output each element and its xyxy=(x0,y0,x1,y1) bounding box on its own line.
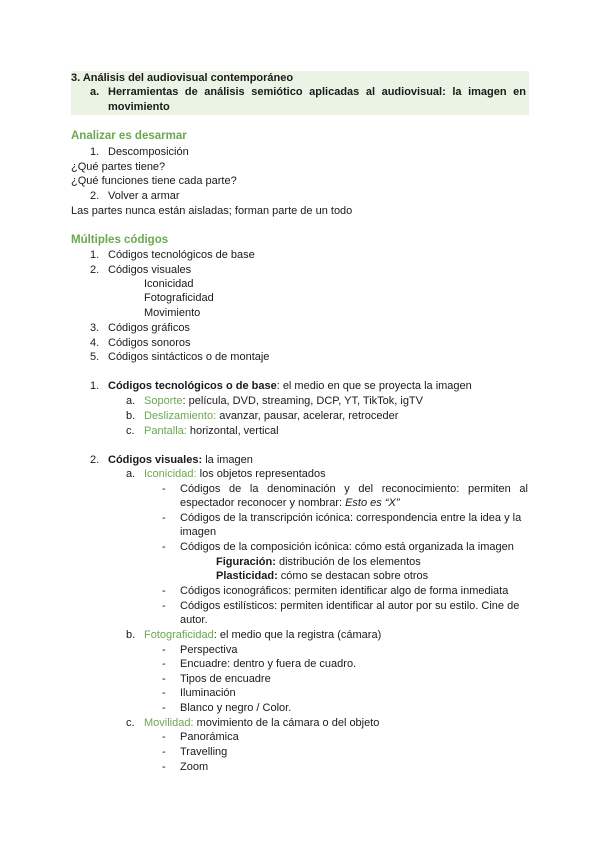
list-item: Códigos tecnológicos de base xyxy=(108,249,255,261)
question-parts: ¿Qué partes tiene? xyxy=(71,161,166,173)
subheading-marker: a. xyxy=(90,86,100,98)
tech-heading: Códigos tecnológicos o de base: el medio en que se proyecta la imagen xyxy=(108,380,472,392)
list-num: 2. xyxy=(90,454,100,466)
list-item: Códigos gráficos xyxy=(108,322,190,334)
list-marker: b. xyxy=(126,629,136,641)
dash-bullet: - xyxy=(162,673,166,685)
icon-item-composicion: Códigos de la composición icónica: cómo está organizada la imagen xyxy=(180,541,514,553)
foto-item: Perspectiva xyxy=(180,644,238,656)
list-marker: a. xyxy=(126,395,136,407)
icon-item-estilisticos-cont: autor. xyxy=(180,614,208,626)
icon-item-denominacion-cont: espectador reconocer y nombrar: Esto es “X” xyxy=(180,497,400,509)
note-text: Las partes nunca están aisladas; forman parte de un todo xyxy=(71,205,353,217)
list-marker: b. xyxy=(126,410,136,422)
section-heading: 3. Análisis del audiovisual contemporáneo xyxy=(71,71,529,85)
sub-item: Fotograficidad xyxy=(144,292,214,304)
dash-bullet: - xyxy=(162,761,166,773)
icon-item-iconograficos: Códigos iconográficos: permiten identificar algo de forma inmediata xyxy=(180,585,509,597)
subheading-line-2: movimiento xyxy=(108,101,170,113)
foto-item: Encuadre: dentro y fuera de cuadro. xyxy=(180,658,357,670)
visual-item-movilidad: Movilidad: movimiento de la cámara o del objeto xyxy=(144,717,380,729)
dash-bullet: - xyxy=(162,687,166,699)
section-title-analizar: Analizar es desarmar xyxy=(71,130,187,142)
plasticidad-line: Plasticidad: cómo se destacan sobre otros xyxy=(216,570,429,582)
dash-bullet: - xyxy=(162,541,166,553)
list-item: Códigos sonoros xyxy=(108,337,191,349)
question-functions: ¿Qué funciones tiene cada parte? xyxy=(71,175,237,187)
list-item-volver: Volver a armar xyxy=(108,190,180,202)
list-num: 3. xyxy=(90,322,100,334)
dash-bullet: - xyxy=(162,585,166,597)
list-item-descomposicion: Descomposición xyxy=(108,146,189,158)
section-title-codigos: Múltiples códigos xyxy=(71,234,169,246)
list-item: Códigos sintácticos o de montaje xyxy=(108,351,270,363)
list-num: 1. xyxy=(90,380,100,392)
subheading-line-1: Herramientas de análisis semiótico aplicadas al audiovisual: la imagen en xyxy=(108,86,526,98)
visual-item-iconicidad: Iconicidad: los objetos representados xyxy=(144,468,326,480)
list-num: 2. xyxy=(90,190,100,202)
figuracion-line: Figuración: distribución de los elementos xyxy=(216,556,421,568)
list-marker: c. xyxy=(126,425,135,437)
dash-bullet: - xyxy=(162,644,166,656)
list-marker: a. xyxy=(126,468,136,480)
dash-bullet: - xyxy=(162,731,166,743)
list-num: 5. xyxy=(90,351,100,363)
icon-item-denominacion: Códigos de la denominación y del reconocimiento: permiten al xyxy=(180,483,528,495)
tech-item-pantalla: Pantalla: horizontal, vertical xyxy=(144,425,279,437)
foto-item: Blanco y negro / Color. xyxy=(180,702,292,714)
dash-bullet: - xyxy=(162,600,166,612)
list-num: 4. xyxy=(90,337,100,349)
icon-item-transcripcion-cont: imagen xyxy=(180,526,217,538)
list-marker: c. xyxy=(126,717,135,729)
list-num: 1. xyxy=(90,146,100,158)
list-num: 2. xyxy=(90,264,100,276)
list-item: Códigos visuales xyxy=(108,264,192,276)
sub-item: Movimiento xyxy=(144,307,201,319)
icon-item-transcripcion: Códigos de la transcripción icónica: correspondencia entre la idea y la xyxy=(180,512,522,524)
sub-item: Iconicidad xyxy=(144,278,194,290)
visual-heading: Códigos visuales: la imagen xyxy=(108,454,253,466)
foto-item: Tipos de encuadre xyxy=(180,673,271,685)
movilidad-item: Travelling xyxy=(180,746,228,758)
list-num: 1. xyxy=(90,249,100,261)
dash-bullet: - xyxy=(162,483,166,495)
tech-item-deslizamiento: Deslizamiento: avanzar, pausar, acelerar, retroceder xyxy=(144,410,399,422)
movilidad-item: Zoom xyxy=(180,761,209,773)
tech-item-soporte: Soporte: película, DVD, streaming, DCP, YT, TikTok, igTV xyxy=(144,395,423,407)
dash-bullet: - xyxy=(162,658,166,670)
movilidad-item: Panorámica xyxy=(180,731,239,743)
icon-item-estilisticos: Códigos estilísticos: permiten identificar al autor por su estilo. Cine de xyxy=(180,600,520,612)
foto-item: Iluminación xyxy=(180,687,236,699)
dash-bullet: - xyxy=(162,746,166,758)
dash-bullet: - xyxy=(162,702,166,714)
dash-bullet: - xyxy=(162,512,166,524)
visual-item-fotograficidad: Fotograficidad: el medio que la registra (cámara) xyxy=(144,629,382,641)
subheading-block xyxy=(71,85,529,115)
